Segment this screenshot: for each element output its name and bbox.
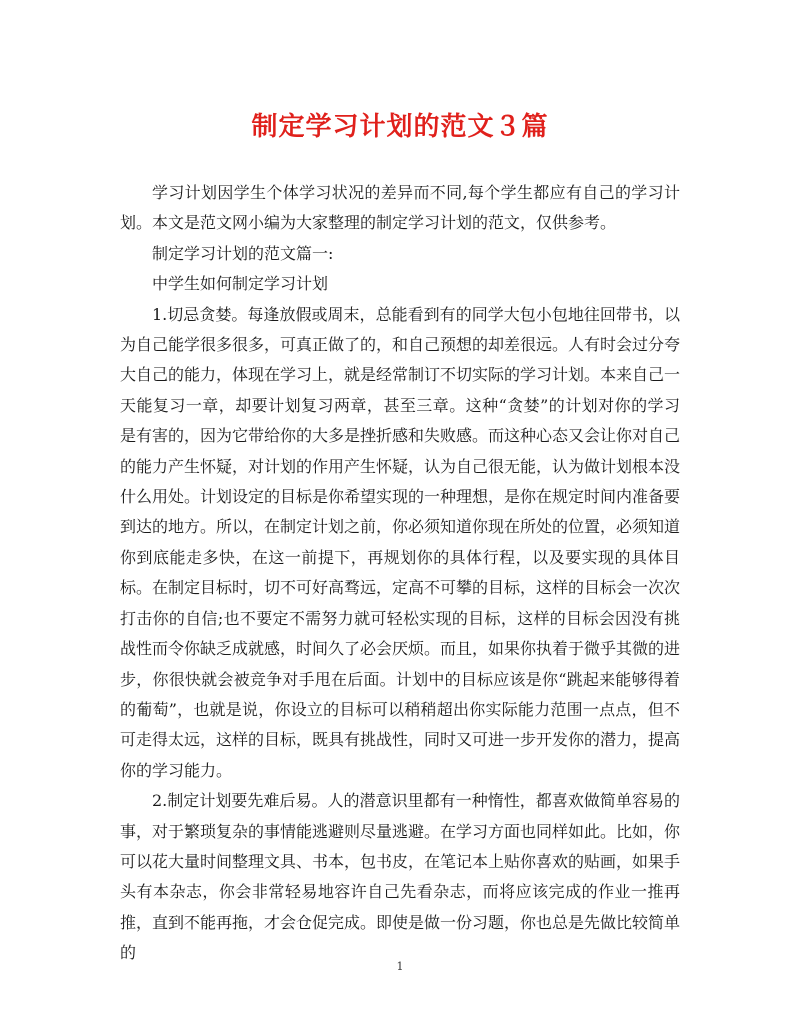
subsection-heading: 中学生如何制定学习计划	[152, 274, 329, 294]
intro-paragraph: 学习计划因学生个体学习状况的差异而不同,每个学生都应有自己的学习计划。本文是范文网小编为大家整理的制定学习计划的范文，仅供参考。	[120, 183, 680, 233]
page-number: 1	[396, 960, 404, 973]
section-heading: 制定学习计划的范文篇一:	[152, 243, 334, 263]
document-title: 制定学习计划的范文３篇	[251, 112, 549, 142]
document-body	[120, 178, 680, 969]
body-paragraph-point-1: 1.切忌贪婪。每逢放假或周末，总能看到有的同学大包小包地往回带书，以为自己能学很多很多，可真正做了的，和自己预想的却差很远。人有时会过分夸大自己的能力，体现在学习上，就是经常制订不切实际的学习计划。本来自己一天能复习一章，却要计划复习两章，甚至三章。这种“贪婪”的计划对你的学习是有害的，因为它带给你的大多是挫折感和失败感。而这种心态又会让你对自己的能力产生怀疑，对计划的作用产生怀疑，认为自己很无能，认为做计划根本没什么用处。计划设定的目标是你希望实现的一种理想，是你在规定时间内准备要到达的地方。所以，在制定计划之前，你必须知道你现在所处的位置，必须知道你到底能走多快，在这一前提下，再规划你的具体行程，以及要实现的具体目标。在制定目标时，切不可好高骛远，定高不可攀的目标，这样的目标会一次次打击你的自信;也不要定不需努力就可轻松实现的目标，这样的目标会因没有挑战性而令你缺乏成就感，时间久了必会厌烦。而且，如果你执着于微乎其微的进步，你很快就会被竞争对手甩在后面。计划中的目标应该是你“跳起来能够得着的葡萄”，也就是说，你设立的目标可以稍稍超出你实际能力范围一点点，但不可走得太远，这样的目标，既具有挑战性，同时又可进一步开发你的潜力，提高你的学习能力。	[120, 304, 681, 780]
body-paragraph-point-2: 2.制定计划要先难后易。人的潜意识里都有一种惰性，都喜欢做简单容易的事，对于繁琐复杂的事情能逃避则尽量逃避。在学习方面也同样如此。比如，你可以花大量时间整理文具、书本，包书皮，在笔记本上贴你喜欢的贴画，如果手头有本杂志，你会非常轻易地容许自己先看杂志，而将应该完成的作业一推再推，直到不能再拖，才会仓促完成。即使是做一份习题，你也总是先做比较简单的	[120, 791, 681, 963]
